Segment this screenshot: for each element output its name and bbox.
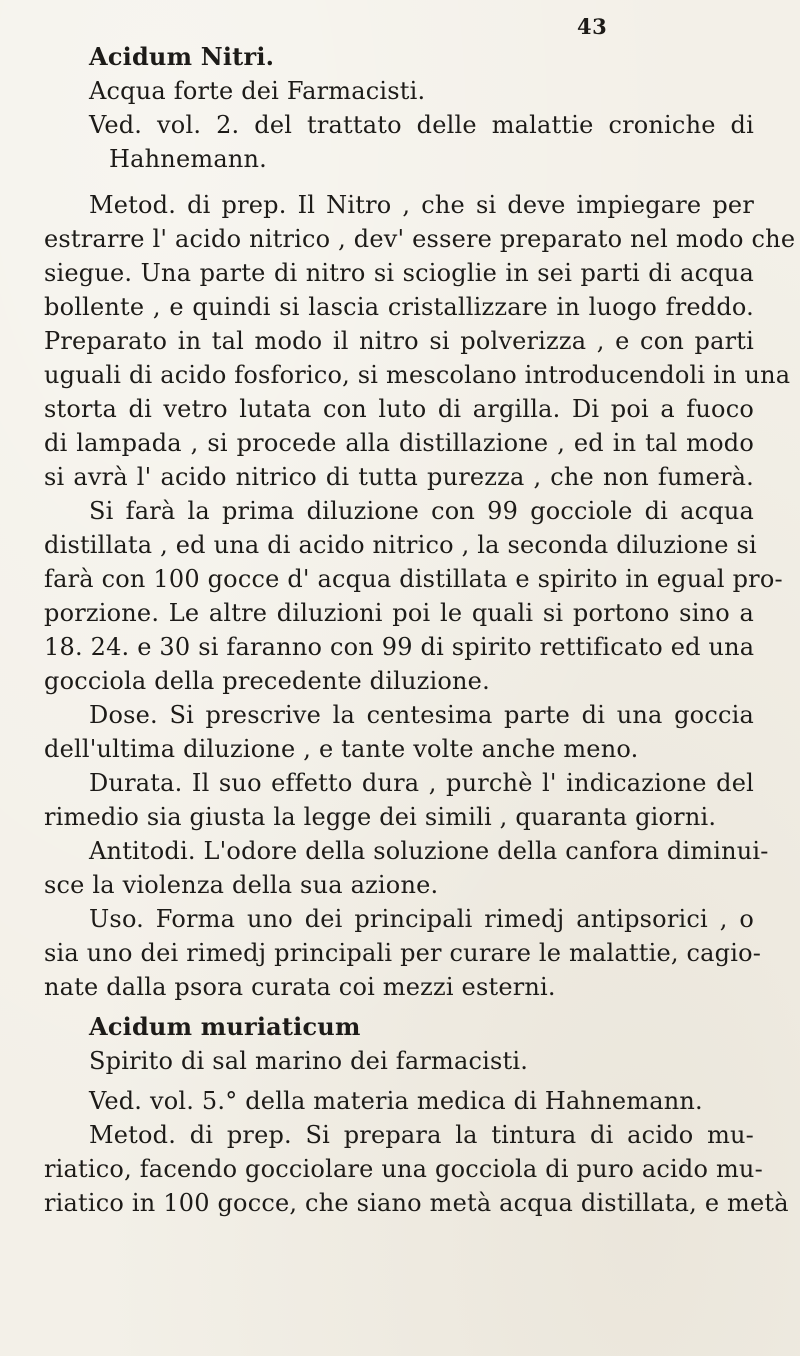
usage-line: Uso. Forma uno dei principali rimedj antipsorici , o: [89, 905, 754, 933]
synonym-line: Spirito di sal marino dei farmacisti.: [89, 1047, 529, 1075]
paragraph-line: si avrà l' acido nitrico di tutta purezza , che non fumerà.: [44, 463, 754, 491]
paragraph-line: porzione. Le altre diluzioni poi le quali si portono sino a: [44, 599, 754, 627]
reference-line: Ved. vol. 2. del trattato delle malattie croniche di: [89, 111, 754, 139]
paragraph-line: riatico in 100 gocce, che siano metà acqua distillata, e metà: [44, 1189, 789, 1217]
heading-acidum-muriaticum: Acidum muriaticum: [89, 1012, 361, 1041]
paragraph-line: Si farà la prima diluzione con 99 gocciole di acqua: [89, 497, 754, 525]
paragraph-line: bollente , e quindi si lascia cristallizzare in luogo freddo.: [44, 293, 754, 321]
paragraph-line: distillata , ed una di acido nitrico , la seconda diluzione si: [44, 531, 757, 559]
paragraph-line: uguali di acido fosforico, si mescolano introducendoli in una: [44, 361, 791, 389]
page-text: [44, 40, 796, 1220]
paragraph-line: di lampada , si procede alla distillazione , ed in tal modo: [44, 429, 754, 457]
heading-acidum-nitri: Acidum Nitri.: [89, 42, 275, 71]
page-number: 43: [577, 14, 608, 39]
paragraph-line: storta di vetro lutata con luto di argilla. Di poi a fuoco: [44, 395, 754, 423]
synonym-line: Acqua forte dei Farmacisti.: [89, 77, 426, 105]
reference-line: Hahnemann.: [109, 145, 267, 173]
dose-line: dell'ultima diluzione , e tante volte anche meno.: [44, 735, 639, 763]
antidote-line: sce la violenza della sua azione.: [44, 871, 439, 899]
antidote-line: Antitodi. L'odore della soluzione della canfora diminui-: [89, 837, 769, 865]
duration-line: Durata. Il suo effetto dura , purchè l' indicazione del: [89, 769, 754, 797]
paragraph-line: estrarre l' acido nitrico , dev' essere preparato nel modo che: [44, 225, 796, 253]
usage-line: nate dalla psora curata coi mezzi esterni.: [44, 973, 556, 1001]
reference-line: Ved. vol. 5.° della materia medica di Hahnemann.: [89, 1087, 703, 1115]
paragraph-line: siegue. Una parte di nitro si scioglie in sei parti di acqua: [44, 259, 754, 287]
paragraph-line: gocciola della precedente diluzione.: [44, 667, 490, 695]
paragraph-line: Preparato in tal modo il nitro si polverizza , e con parti: [44, 327, 754, 355]
paragraph-line: farà con 100 gocce d' acqua distillata e spirito in egual pro-: [44, 565, 783, 593]
usage-line: sia uno dei rimedj principali per curare le malattie, cagio-: [44, 939, 762, 967]
paragraph-line: riatico, facendo gocciolare una gocciola di puro acido mu-: [44, 1155, 763, 1183]
duration-line: rimedio sia giusta la legge dei simili , quaranta giorni.: [44, 803, 717, 831]
paragraph-line: Metod. di prep. Si prepara la tintura di acido mu-: [89, 1121, 754, 1149]
dose-line: Dose. Si prescrive la centesima parte di una goccia: [89, 701, 754, 729]
paragraph-line: Metod. di prep. Il Nitro , che si deve impiegare per: [89, 191, 754, 219]
paragraph-line: 18. 24. e 30 si faranno con 99 di spirito rettificato ed una: [44, 633, 755, 661]
